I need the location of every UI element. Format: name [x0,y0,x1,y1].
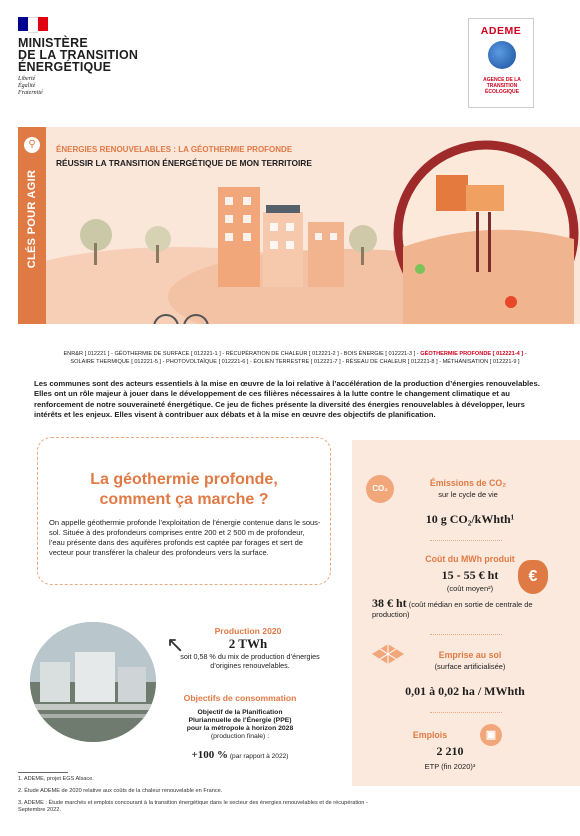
intro-paragraph: Les communes sont des acteurs essentiels à la mise en œuvre de la loi relative à l’accélération de la production d’énergies renouvelables. Elles ont un rôle majeur à jouer dans le développement de ces filières nécessaires à la lutte contre le changement climatique et au renforcement de notre souveraineté énergétique. Ce jeu de fiches présente la diversité des énergies renouvelables à développer, leurs intérêts et les enjeux. Elles visent à contribuer aux débats et à la mise en œuvre des objectifs de planification. [34,379,540,419]
objectives-value-row [150,749,330,761]
tags-line2: SOLAIRE THERMIQUE [ 012221-5 ] - PHOTOVOLTAÏQUE [ 012221-6 ] - ÉOLIEN TERRESTRE [ 012221-7 ] - RÉSEAU DE CHALEUR [ 012221-8 ] - MÉTHANISATION [ 012221-9 ] [70,359,520,365]
cost-median-row [372,598,542,620]
objectives-line3: pour la métropole à horizon 2028 [186,725,294,732]
land-sub: (surface artificialisée) [434,662,506,671]
republic-motto: Liberté Égalité Fraternité [18,76,43,96]
tags-line1: ENR&R [ 012221 ] - GÉOTHERMIE DE SURFACE [ 012221-1 ] - RÉCUPÉRATION DE CHALEUR [ 012221-2 ] - BOIS ÉNERGIE [ 012221-3 ] - [63,351,421,357]
footnote-1: 1. ADEME, projet EGS Alsace. [18,776,94,782]
production-heading: Production 2020 [214,626,282,636]
footnote-3-cont: Septembre 2022. [18,807,61,813]
jobs-heading: Emplois [412,730,448,740]
explainer-title-line1: La géothermie profonde, [90,471,278,488]
cost-note: (coût moyen²) [446,584,494,593]
cost-median-note: (coût médian en sortie de centrale de production) [372,600,533,619]
objectives-note: (par rapport à 2022) [229,753,289,760]
explainer-box [37,437,331,585]
footnote-rule [18,772,68,773]
jobs-value: 2 210 [436,744,464,758]
objectives-line4: (production finale) : [210,733,270,740]
objectives-line2: Pluriannuelle de l’Énergie (PPE) [188,717,292,724]
co2-heading: Émissions de CO₂ [429,478,507,488]
arrow-icon: ↖ [166,632,185,657]
side-tab [18,127,46,324]
banner-title: ÉNERGIES RENOUVELABLES : LA GÉOTHERMIE PROFONDE [56,145,293,154]
objectives-heading: Objectifs de consommation [183,693,297,703]
explainer-body: On appelle géothermie profonde l’exploitation de l’énergie contenue dans le sous-sol. Située à des profondeurs comprises entre 200 et 2 500 m de profondeur, l’eau présente dans des aquifères profonds est captée par forages et sert de vecteur pour transférer la chaleur des profondeurs vers la surface. [49,518,321,557]
ademe-name: ADEME [480,25,522,37]
production-value: 2 TWh [228,636,268,651]
ademe-subtitle: AGENCE DE LA TRANSITION ÉCOLOGIQUE [483,77,521,95]
cost-median-value: 38 € ht [372,596,407,610]
ademe-logo [468,18,534,108]
production-desc: soit 0,58 % du mix de production d’énergies d’origines renouvelables. [180,652,320,670]
banner-subtitle: RÉUSSIR LA TRANSITION ÉNERGÉTIQUE DE MON TERRITOIRE [56,158,312,168]
footnote-3: 3. ADEME : Étude marchés et emplois concourant à la transition énergétique dans le secteur des énergies renouvelables et de récupération - [18,800,368,806]
divider [430,634,502,635]
ministry-name: MINISTÈRE DE LA TRANSITION ÉNERGÉTIQUE [18,36,139,74]
plant-photo [30,622,156,742]
series-tags [22,350,568,366]
objectives-desc [150,709,330,741]
objectives-value: +100 % [191,749,229,761]
briefcase-icon: ▣ [480,724,502,746]
footnote-2: 2. Étude ADEME de 2020 relative aux coûts de la chaleur renouvelable en France. [18,788,223,794]
cost-value: 15 - 55 € ht [441,568,499,582]
divider [430,712,502,713]
co2-sub: sur le cycle de vie [438,490,498,499]
co2-cloud-icon: CO₂ [366,475,394,503]
jobs-note: ETP (fin 2020)³ [424,762,476,771]
side-tab-label: CLÉS POUR AGIR [26,169,38,269]
french-flag-logo [18,17,48,31]
tag-current: GÉOTHERMIE PROFONDE [ 012221-4 ] [420,351,524,357]
land-value: 0,01 à 0,02 ha / MWhth [405,684,525,698]
co2-value: 10 g CO₂/kWhth¹ [425,512,515,526]
money-bag-icon: € [518,560,548,594]
cost-heading: Coût du MWh produit [425,554,515,564]
tags-line1-end: - [523,351,527,357]
key-icon: ⚲ [24,137,40,153]
divider [430,540,502,541]
land-heading: Emprise au sol [438,650,502,660]
globe-icon [488,41,516,69]
objectives-line1: Objectif de la Planification [197,709,283,716]
hero-illustration [18,127,580,324]
explainer-title-line2: comment ça marche ? [99,491,269,508]
land-grid-icon [370,642,406,666]
